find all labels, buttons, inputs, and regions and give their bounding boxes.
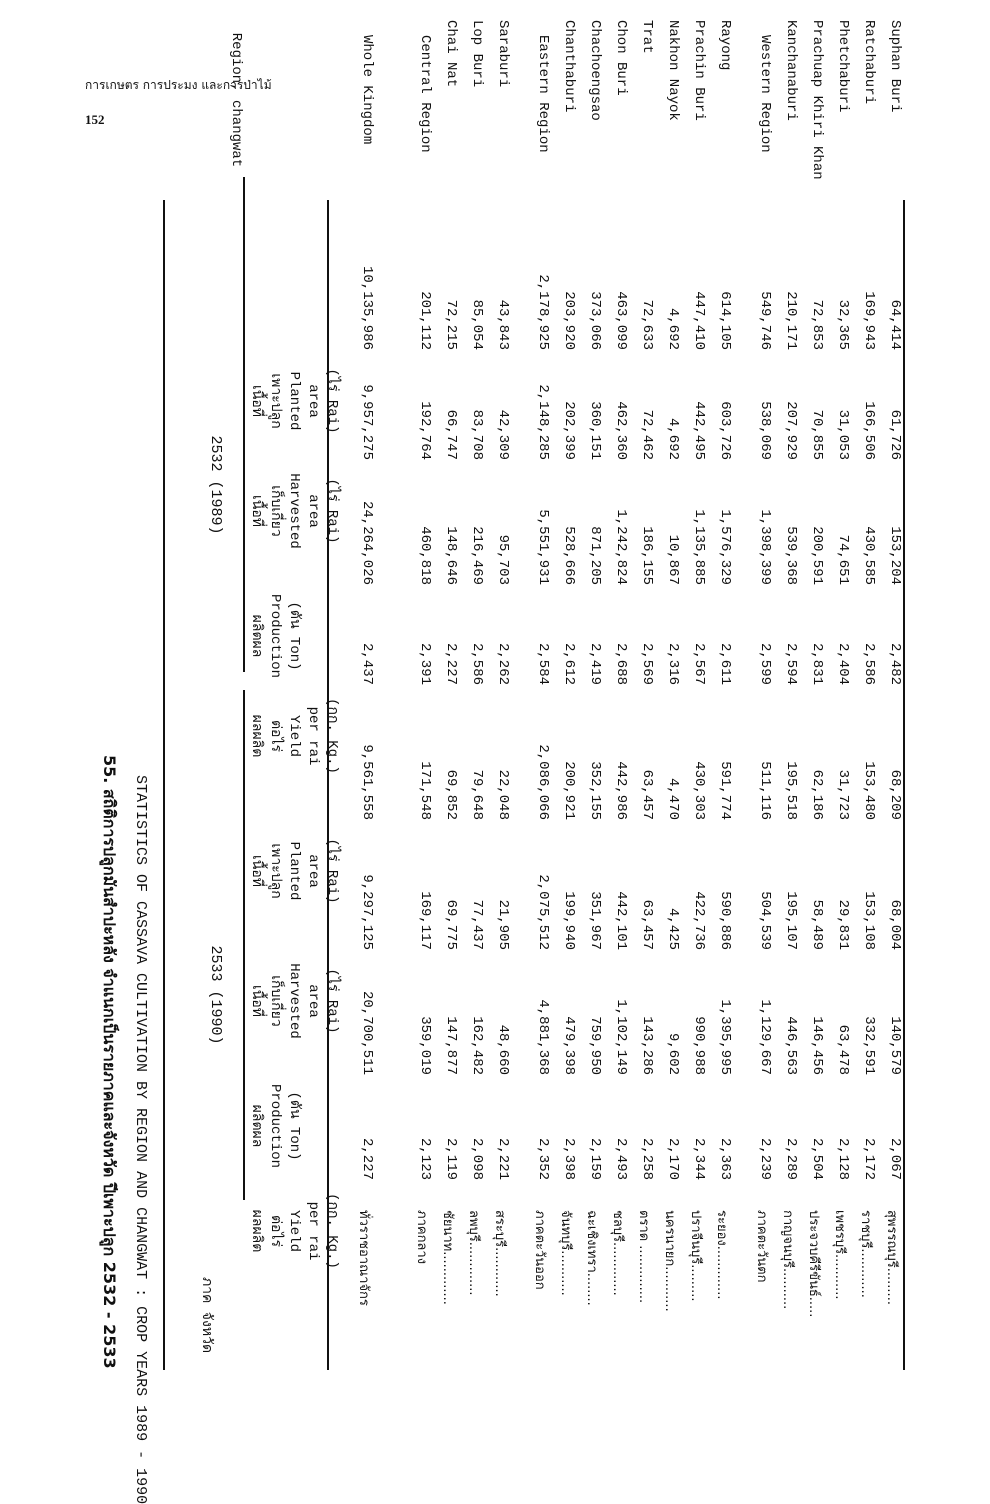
column-header-line: area [305,384,321,418]
row-value: 2,391 [417,642,433,685]
row-value: 2,170 [665,1137,681,1180]
row-label-thai: ประจวบคีรีขันธ์..... [806,1210,821,1318]
column-header-line: Production [267,1083,283,1168]
row-value: 549,746 [757,291,773,350]
region-header-thai: ภาค จังหวัด [198,1276,214,1354]
row-label-english: Ratchaburi [861,20,877,105]
page-number: 152 [85,112,105,127]
column-header-line: (กก. Kg.) [324,1193,340,1269]
row-value: 2,258 [639,1137,655,1180]
row-value: 162,482 [469,1016,485,1075]
year-rule-1990 [244,690,246,1200]
row-label-thai: จันทบุรี........... [558,1210,573,1296]
column-header-line: per rai [305,1201,321,1261]
row-value: 62,186 [809,769,825,820]
column-header-line: Harvested [286,473,302,549]
column-header-line: เพาะปลูก [267,843,283,899]
row-value: 153,108 [861,891,877,950]
row-value: 48,660 [495,1024,511,1075]
table-title-english: STATISTICS OF CASSAVA CULTIVATION BY REGION AND CHANGWAT : CROP YEARS 1989 - 1990 [132,775,149,1504]
row-label-thai: ฉะเชิงเทรา........ [584,1210,599,1306]
row-value: 216,469 [469,526,485,585]
row-label-thai: ภาคกลาง [414,1210,429,1265]
row-value: 4,881,368 [535,999,551,1075]
row-value: 153,480 [861,761,877,820]
row-value: 2,363 [717,1137,733,1180]
row-value: 2,567 [691,642,707,685]
row-label-english: Kanchanaburi [783,20,799,121]
row-value: 69,852 [443,769,459,820]
row-value: 2,586 [861,642,877,685]
row-value: 2,437 [359,642,375,685]
row-value: 2,316 [665,642,681,685]
row-value: 538,069 [757,401,773,460]
row-value: 2,119 [443,1137,459,1180]
row-value: 2,584 [535,642,551,685]
row-label-english: Prachuap Khiri Khan [809,20,825,180]
row-value: 528,666 [561,526,577,585]
row-value: 446,563 [783,1016,799,1075]
row-value: 2,239 [757,1137,773,1180]
row-label-thai: ตราด .............. [636,1210,651,1304]
row-value: 72,462 [639,409,655,460]
row-value: 462,360 [613,401,629,460]
row-label-english: Phetchaburi [835,20,851,113]
row-value: 195,518 [783,761,799,820]
row-value: 430,585 [861,526,877,585]
row-value: 1,395,995 [717,999,733,1075]
column-header-line: area [305,854,321,888]
row-label-english: Rayong [717,20,733,71]
row-value: 5,551,931 [535,509,551,585]
column-header-line: ผลิตผล [248,614,264,658]
row-value: 58,489 [809,899,825,950]
row-label-thai: ทั่วราชอาณาจักร [356,1210,371,1306]
row-value: 200,921 [561,761,577,820]
row-value: 9,957,275 [359,384,375,460]
column-header-line: ผลผลิต [248,1209,264,1253]
row-value: 2,611 [717,642,733,685]
row-value: 4,470 [665,777,681,820]
row-value: 153,204 [887,526,903,585]
row-value: 146,456 [809,1016,825,1075]
column-header-line: (ไร่ Rai) [324,368,340,434]
row-value: 9,561,558 [359,744,375,820]
column-header-line: Yield [286,714,302,757]
row-label-english: Chon Buri [613,20,629,96]
row-value: 442,101 [613,891,629,950]
row-value: 199,940 [561,891,577,950]
row-label-thai: สุพรรณบุรี......... [884,1210,899,1305]
row-value: 460,818 [417,526,433,585]
row-value: 210,171 [783,291,799,350]
column-header-line: เก็บเกี่ยว [267,975,283,1027]
row-value: 2,594 [783,642,799,685]
row-value: 10,135,986 [359,265,375,350]
row-value: 504,539 [757,891,773,950]
row-value: 1,242,824 [613,509,629,585]
column-header-line: เนื้อที่ [248,855,264,887]
column-header-line: Yield [286,1209,302,1252]
row-value: 200,591 [809,526,825,585]
row-value: 2,831 [809,642,825,685]
row-value: 511,116 [757,761,773,820]
row-label-thai: กาญจนบุรี.......... [780,1210,795,1310]
row-label-english: Western Region [757,35,773,153]
row-value: 2,159 [587,1137,603,1180]
row-value: 9,602 [665,1032,681,1075]
row-value: 2,419 [587,642,603,685]
column-header-line: (ตัน Ton) [286,601,302,671]
row-label-thai: ภาคตะวันตก [754,1210,769,1283]
row-value: 207,929 [783,401,799,460]
column-header-line: Planted [286,371,302,431]
row-value: 77,437 [469,899,485,950]
row-value: 2,178,925 [535,274,551,350]
row-value: 351,967 [587,891,603,950]
row-value: 22,048 [495,769,511,820]
region-header-english: Region, changwat [228,32,244,168]
row-label-thai: นครนายก........... [662,1210,677,1312]
row-value: 463,099 [613,291,629,350]
row-value: 2,404 [835,642,851,685]
row-value: 360,151 [587,401,603,460]
row-value: 332,591 [861,1016,877,1075]
row-value: 1,576,329 [717,509,733,585]
row-value: 2,688 [613,642,629,685]
row-value: 2,148,285 [535,384,551,460]
row-value: 591,774 [717,761,733,820]
column-header-line: (กก. Kg.) [324,698,340,774]
row-value: 20,700,511 [359,990,375,1075]
row-value: 61,726 [887,409,903,460]
row-value: 32,365 [835,299,851,350]
row-value: 614,105 [717,291,733,350]
row-label-english: Trat [639,20,655,54]
row-value: 68,209 [887,769,903,820]
row-value: 2,344 [691,1137,707,1180]
row-value: 2,482 [887,642,903,685]
row-value: 990,988 [691,1016,707,1075]
running-header: การเกษตร การประมง และการป่าไม้ [85,78,272,92]
column-header-line: ผลผลิต [248,714,264,758]
column-header-line: ต่อไร่ [267,1214,283,1248]
column-header-line: area [305,494,321,528]
row-value: 74,651 [835,534,851,585]
row-value: 85,054 [469,299,485,350]
row-value: 2,227 [359,1137,375,1180]
row-value: 2,172 [861,1137,877,1180]
row-value: 590,886 [717,891,733,950]
column-header-line: เก็บเกี่ยว [267,485,283,537]
row-value: 2,504 [809,1137,825,1180]
row-value: 143,286 [639,1016,655,1075]
row-value: 2,586 [469,642,485,685]
row-value: 2,123 [417,1137,433,1180]
row-value: 171,548 [417,761,433,820]
row-value: 201,112 [417,291,433,350]
row-label-thai: สระบุรี............ [492,1210,507,1297]
row-label-thai: ราชบุรี............ [858,1210,873,1298]
column-header-line: (ไร่ Rai) [324,968,340,1034]
row-label-thai: ลพบุรี............. [466,1210,481,1296]
row-value: 63,478 [835,1024,851,1075]
row-label-english: Nakhon Nayok [665,20,681,121]
row-label-english: Chanthaburi [561,20,577,113]
column-header-line: ผลิตผล [248,1104,264,1148]
row-value: 2,569 [639,642,655,685]
row-label-thai: เพชรบุรี........... [832,1210,847,1300]
row-value: 352,155 [587,761,603,820]
row-value: 1,102,149 [613,999,629,1075]
row-value: 43,843 [495,299,511,350]
row-value: 373,066 [587,291,603,350]
row-label-thai: ภาคตะวันออก [532,1210,547,1290]
row-value: 2,128 [835,1137,851,1180]
row-value: 2,262 [495,642,511,685]
row-label-english: Chai Nat [443,20,459,88]
row-value: 422,736 [691,891,707,950]
column-header-line: area [305,984,321,1018]
row-value: 2,221 [495,1137,511,1180]
row-value: 66,747 [443,409,459,460]
row-value: 9,297,125 [359,874,375,950]
row-value: 166,506 [861,401,877,460]
row-value: 1,135,885 [691,509,707,585]
row-value: 83,708 [469,409,485,460]
row-value: 63,457 [639,769,655,820]
row-value: 148,646 [443,526,459,585]
row-value: 72,853 [809,299,825,350]
column-header-line: Planted [286,841,302,901]
column-header-line: Production [267,593,283,678]
row-value: 2,098 [469,1137,485,1180]
row-value: 186,155 [639,526,655,585]
row-value: 192,764 [417,401,433,460]
row-value: 169,117 [417,891,433,950]
row-label-thai: ปราจีนบุรี......... [688,1210,703,1302]
row-value: 31,723 [835,769,851,820]
row-value: 140,579 [887,1016,903,1075]
row-label-english: Suphan Buri [887,20,903,113]
row-value: 42,309 [495,409,511,460]
row-label-thai: ชัยนาท............. [440,1210,455,1305]
row-value: 72,633 [639,299,655,350]
row-value: 2,398 [561,1137,577,1180]
row-value: 4,692 [665,417,681,460]
row-label-thai: ระยอง............. [714,1210,729,1300]
year-rule-1989 [244,177,246,672]
row-value: 1,129,667 [757,999,773,1075]
column-header-line: เนื้อที่ [248,385,264,417]
row-value: 2,075,512 [535,874,551,950]
row-value: 2,493 [613,1137,629,1180]
year-1990-header: 2533 (1990) [207,945,224,1045]
row-value: 169,943 [861,291,877,350]
row-value: 2,067 [887,1137,903,1180]
row-value: 1,398,399 [757,509,773,585]
row-value: 430,303 [691,761,707,820]
top-rule [163,200,165,1370]
column-header-line: (ไร่ Rai) [324,838,340,904]
row-value: 69,775 [443,899,459,950]
row-value: 64,414 [887,299,903,350]
row-value: 539,368 [783,526,799,585]
row-value: 21,905 [495,899,511,950]
row-label-english: Whole Kingdom [359,35,375,145]
row-value: 759,950 [587,1016,603,1075]
row-value: 10,867 [665,534,681,585]
column-header-line: Harvested [286,963,302,1039]
column-header-line: (ตัน Ton) [286,1091,302,1161]
row-value: 202,399 [561,401,577,460]
row-value: 147,877 [443,1016,459,1075]
row-label-english: Central Region [417,35,433,153]
column-header-line: เนื้อที่ [248,985,264,1017]
row-label-english: Saraburi [495,20,511,88]
row-value: 871,205 [587,526,603,585]
row-label-thai: ชลบุรี............. [610,1210,625,1296]
row-value: 29,831 [835,899,851,950]
row-value: 31,053 [835,409,851,460]
bottom-rule [903,200,905,1370]
row-value: 70,855 [809,409,825,460]
row-value: 95,703 [495,534,511,585]
row-value: 79,648 [469,769,485,820]
row-value: 442,986 [613,761,629,820]
table-title-thai: 55. สถิติการปลูกมันสำปะหลัง จำแนกเป็นรายภาคและจังหวัด ปีเพาะปลูก 2532 - 2533 [100,755,119,1369]
row-label-english: Chachoengsao [587,20,603,121]
row-label-english: Prachin Buri [691,20,707,121]
row-value: 203,920 [561,291,577,350]
column-header-line: per rai [305,706,321,766]
column-header-line: เพาะปลูก [267,373,283,429]
row-value: 195,107 [783,891,799,950]
row-value: 63,457 [639,899,655,950]
row-value: 2,227 [443,642,459,685]
row-value: 2,289 [783,1137,799,1180]
column-header-line: (ไร่ Rai) [324,478,340,544]
row-value: 2,599 [757,642,773,685]
row-value: 442,495 [691,401,707,460]
row-label-english: Eastern Region [535,35,551,153]
column-header-line: เนื้อที่ [248,495,264,527]
row-value: 479,398 [561,1016,577,1075]
row-value: 2,086,066 [535,744,551,820]
row-value: 2,352 [535,1137,551,1180]
row-value: 68,004 [887,899,903,950]
column-header-line: ต่อไร่ [267,719,283,753]
row-value: 603,726 [717,401,733,460]
row-value: 24,264,026 [359,500,375,585]
row-label-english: Lop Buri [469,20,485,88]
row-value: 2,612 [561,642,577,685]
row-value: 359,019 [417,1016,433,1075]
year-1989-header: 2532 (1989) [207,435,224,535]
row-value: 447,410 [691,291,707,350]
row-value: 4,425 [665,907,681,950]
row-value: 4,692 [665,307,681,350]
row-value: 72,215 [443,299,459,350]
